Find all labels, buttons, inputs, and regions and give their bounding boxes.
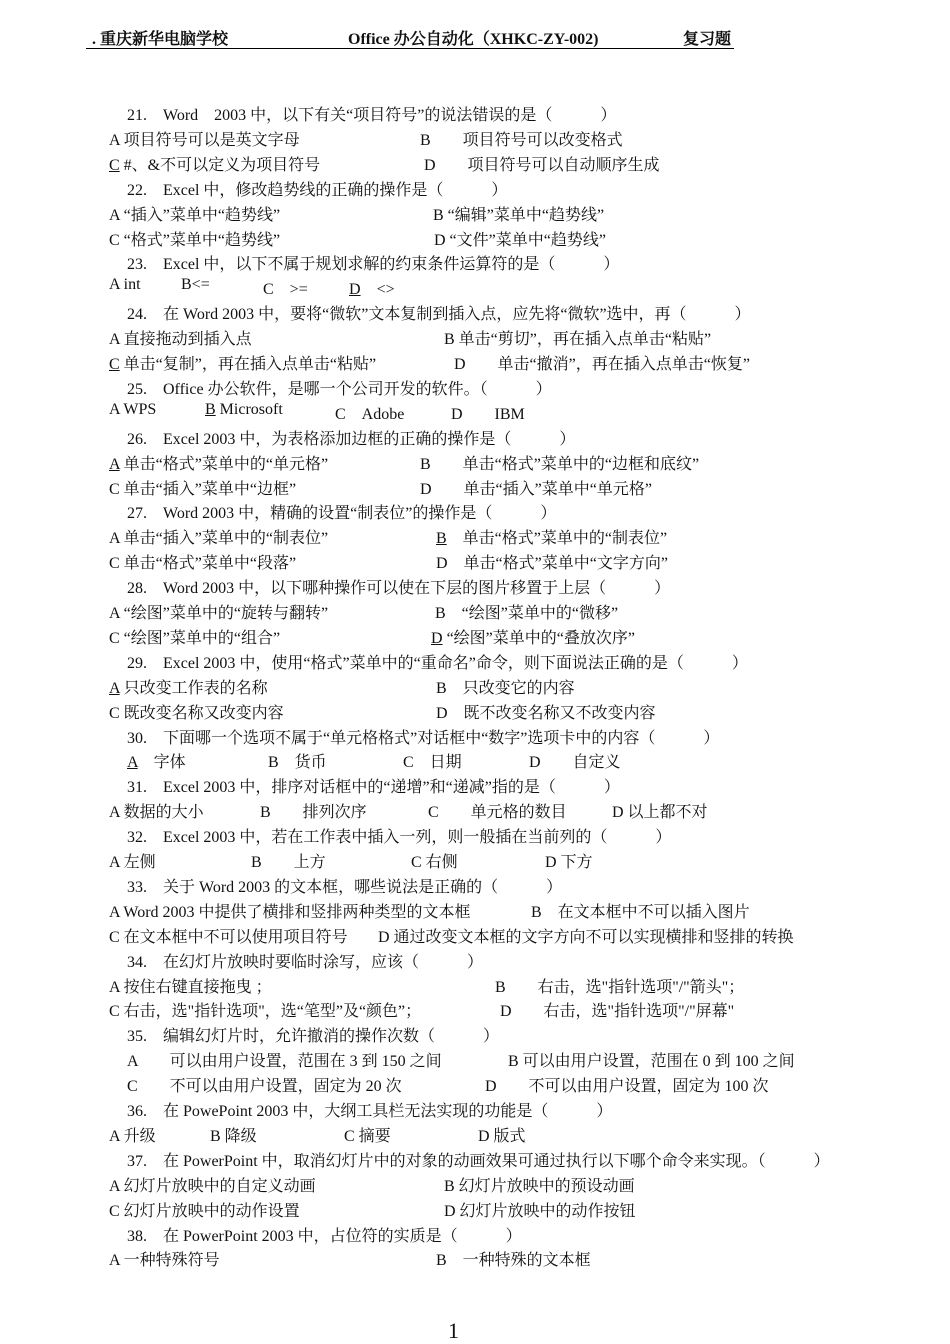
question-stem: 35. 编辑幻灯片时，允许撤消的操作次数（ ）	[127, 1028, 500, 1046]
answer-option: C >=	[263, 281, 308, 299]
answer-option: D 幻灯片放映中的动作按钮	[444, 1202, 636, 1220]
answer-option: B 可以由用户设置，范围在 0 到 100 之间	[508, 1053, 795, 1071]
answer-option: A “绘图”菜单中的“旋转与翻转”	[109, 605, 329, 622]
answer-option: C 单击“插入”菜单中“边框”	[109, 480, 297, 498]
question-stem: 29. Excel 2003 中，使用“格式”菜单中的“重命名”命令，则下面说法正确的是（ ）	[127, 654, 748, 672]
answer-option: A 单击“插入”菜单中的“制表位”	[109, 530, 329, 548]
answer-option: D 单击“格式”菜单中“文字方向”	[436, 555, 668, 573]
answer-option: A 左侧	[109, 854, 156, 871]
question-stem: 36. 在 PowePoint 2003 中，大纲工具栏无法实现的功能是（ ）	[127, 1103, 613, 1120]
answer-option: C 单元格的数目	[428, 804, 567, 822]
answer-option: B 单击“格式”菜单中的“边框和底纹”	[420, 455, 700, 473]
question-stem: 34. 在幻灯片放映时要临时涂写，应该（ ）	[127, 953, 484, 971]
answer-option: B 排列次序	[260, 804, 367, 822]
answer-option: C 既改变名称又改变内容	[109, 704, 284, 722]
answer-option: B “绘图”菜单中的“微移”	[435, 605, 619, 622]
answer-option: C 右击，选"指针选项"，选“笔型”及“颜色”；	[109, 1003, 422, 1021]
answer-option: C 单击“复制”，再在插入点单击“粘贴”	[109, 356, 377, 373]
answer-option: B 在文本框中不可以插入图片	[531, 903, 750, 921]
answer-option: B 单击“剪切”，再在插入点单击“粘贴”	[444, 331, 712, 349]
answer-option: D 通过改变文本框的文字方向不可以实现横排和竖排的转换	[378, 928, 794, 946]
answer-option: A 只改变工作表的名称	[109, 679, 268, 697]
answer-option: D 单击“插入”菜单中“单元格”	[420, 480, 652, 498]
question-stem: 26. Excel 2003 中，为表格添加边框的正确的操作是（ ）	[127, 430, 576, 448]
answer-option: A 数据的大小	[109, 804, 204, 822]
answer-option: C 摘要	[344, 1127, 391, 1145]
doc-type: 复习题	[683, 31, 732, 48]
answer-option: D 单击“撤消”，再在插入点单击“恢复”	[454, 356, 750, 373]
answer-option: C Adobe	[335, 405, 405, 423]
answer-option: B 项目符号可以改变格式	[420, 131, 623, 149]
question-stem: 38. 在 PowerPoint 2003 中，占位符的实质是（ ）	[127, 1227, 522, 1245]
answer-option: B 一种特殊的文本框	[436, 1252, 591, 1270]
answer-option: A 直接拖动到插入点	[109, 331, 252, 349]
answer-option: A 单击“格式”菜单中的“单元格”	[109, 455, 329, 473]
answer-option: A “插入”菜单中“趋势线”	[109, 206, 281, 224]
question-stem: 37. 在 PowerPoint 中，取消幻灯片中的对象的动画效果可通过执行以下哪个命令来实现。（ ）	[127, 1152, 830, 1170]
answer-option: A 可以由用户设置，范围在 3 到 150 之间	[127, 1053, 442, 1071]
answer-option: C 幻灯片放映中的动作设置	[109, 1202, 300, 1220]
answer-option: B 上方	[251, 854, 326, 871]
answer-option: D 右击，选"指针选项"/"屏幕"	[500, 1003, 735, 1021]
answer-option: B 降级	[210, 1127, 257, 1145]
answer-option: A 一种特殊符号	[109, 1252, 220, 1270]
answer-option: B Microsoft	[205, 400, 283, 418]
question-stem: 30. 下面哪一个选项不属于“单元格格式”对话框中“数字”选项卡中的内容（ ）	[127, 729, 720, 747]
answer-option: B “编辑”菜单中“趋势线”	[433, 206, 605, 224]
school-name: . 重庆新华电脑学校	[92, 31, 229, 48]
answer-option: B 单击“格式”菜单中的“制表位”	[436, 530, 668, 548]
answer-option: C “绘图”菜单中的“组合”	[109, 629, 281, 647]
answer-option: D <>	[349, 281, 395, 299]
course-title: Office 办公自动化（XHKC-ZY-002)	[348, 31, 599, 48]
question-stem: 25. Office 办公软件，是哪一个公司开发的软件。（ ）	[127, 380, 552, 398]
question-stem: 21. Word 2003 中，以下有关“项目符号”的说法错误的是（ ）	[127, 107, 617, 124]
answer-option: D 不可以由用户设置，固定为 100 次	[485, 1078, 769, 1096]
answer-option: B 只改变它的内容	[436, 679, 575, 697]
answer-option: A 幻灯片放映中的自定义动画	[109, 1177, 316, 1195]
answer-option: A int	[109, 276, 141, 294]
question-stem: 33. 关于 Word 2003 的文本框，哪些说法是正确的（ ）	[127, 878, 563, 896]
question-stem: 23. Excel 中，以下不属于规划求解的约束条件运算符的是（ ）	[127, 256, 620, 274]
page-header	[86, 20, 734, 49]
answer-option: B 幻灯片放映中的预设动画	[444, 1177, 635, 1195]
answer-option: C “格式”菜单中“趋势线”	[109, 231, 281, 249]
question-stem: 31. Excel 2003 中，排序对话框中的“递增”和“递减”指的是（ ）	[127, 779, 620, 797]
answer-option: D 自定义	[529, 754, 621, 772]
answer-option: C #、&不可以定义为项目符号	[109, 156, 321, 174]
answer-option: A Word 2003 中提供了横排和竖排两种类型的文本框	[109, 903, 471, 921]
answer-option: C 日期	[403, 754, 462, 772]
answer-option: D “绘图”菜单中的“叠放次序”	[431, 629, 635, 647]
answer-option: A 项目符号可以是英文字母	[109, 131, 300, 149]
question-stem: 28. Word 2003 中，以下哪种操作可以使在下层的图片移置于上层（ ）	[127, 580, 671, 598]
answer-option: D 既不改变名称又不改变内容	[436, 704, 656, 722]
question-stem: 24. 在 Word 2003 中，要将“微软”文本复制到插入点，应先将“微软”选中，再（ ）	[127, 306, 751, 324]
answer-option: D 下方	[545, 854, 593, 871]
answer-option: D “文件”菜单中“趋势线”	[434, 231, 606, 249]
answer-option: A 升级	[109, 1127, 156, 1145]
answer-option: B<=	[181, 276, 210, 294]
answer-option: D 项目符号可以自动顺序生成	[424, 156, 660, 174]
question-stem: 27. Word 2003 中，精确的设置“制表位”的操作是（ ）	[127, 505, 557, 523]
question-stem: 32. Excel 2003 中，若在工作表中插入一列，则一般插在当前列的（ ）	[127, 829, 672, 847]
answer-option: B 货币	[268, 754, 327, 772]
answer-option: D IBM	[451, 405, 525, 423]
page-number: 1	[448, 1318, 459, 1343]
answer-option: C 在文本框中不可以使用项目符号	[109, 928, 348, 946]
answer-option: A 按住右键直接拖曳 ；	[109, 978, 272, 996]
answer-option: A 字体	[127, 754, 186, 772]
answer-option: D 版式	[478, 1127, 526, 1145]
answer-option: C 右侧	[411, 854, 458, 871]
answer-option: C 不可以由用户设置，固定为 20 次	[127, 1078, 402, 1096]
answer-option: D 以上都不对	[612, 804, 708, 822]
answer-option: A WPS	[109, 400, 157, 418]
answer-option: C 单击“格式”菜单中“段落”	[109, 555, 297, 573]
answer-option: B 右击，选"指针选项"/"箭头"；	[495, 978, 745, 996]
question-stem: 22. Excel 中，修改趋势线的正确的操作是（ ）	[127, 181, 508, 199]
